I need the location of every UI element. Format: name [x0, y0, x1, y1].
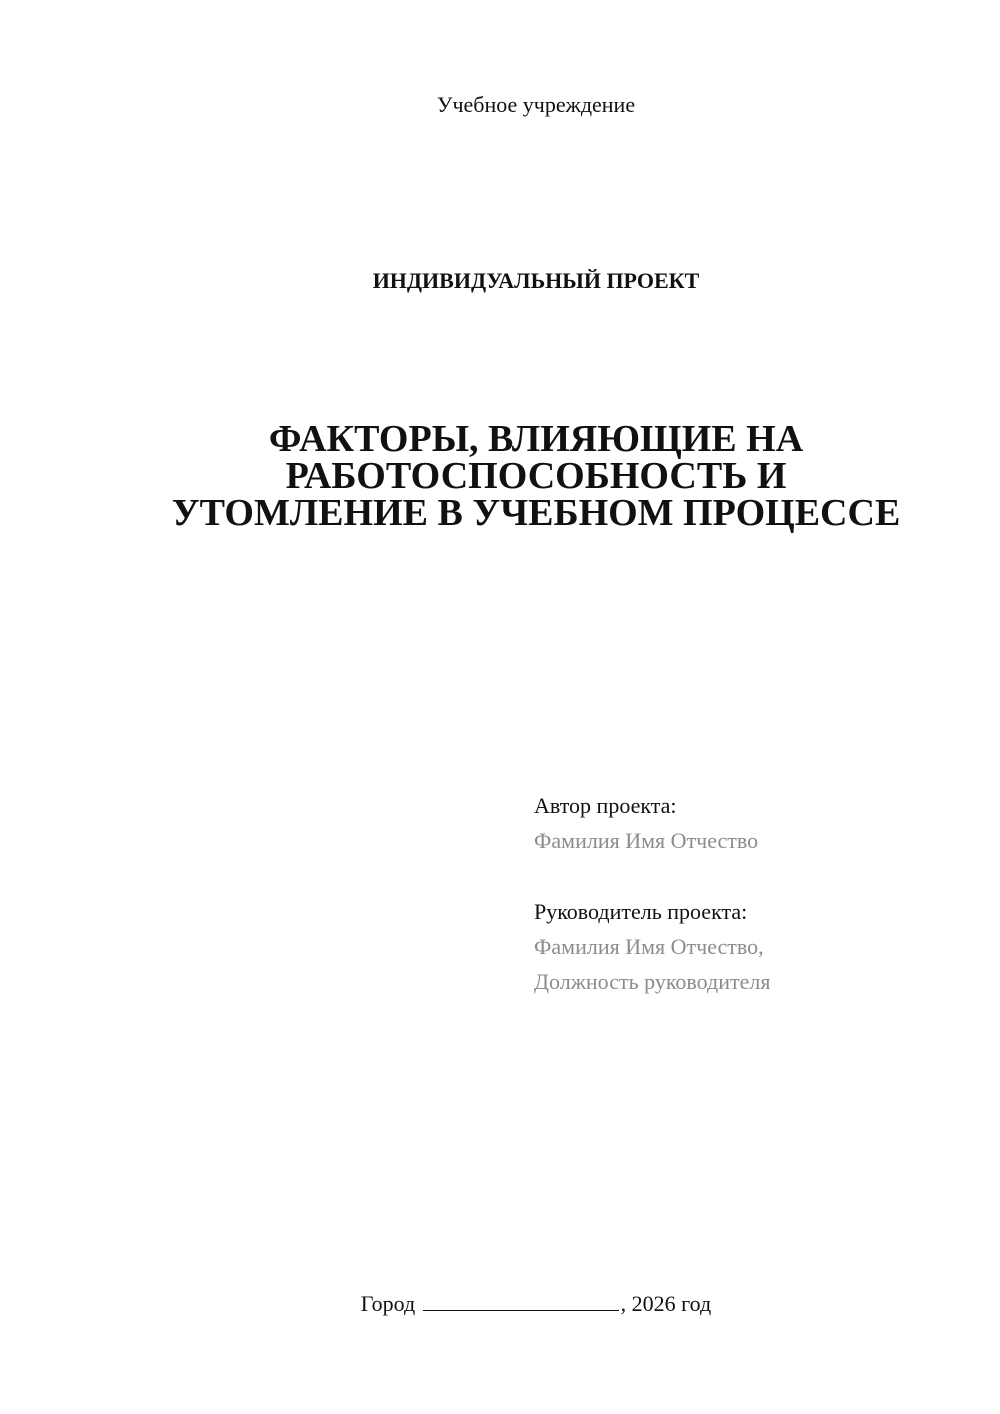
- author-block: [534, 788, 974, 999]
- city-year-line: [0, 1290, 1000, 1318]
- project-title-line-1: ФАКТОРЫ, ВЛИЯЮЩИЕ НА: [268, 418, 804, 460]
- city-blank-line: [423, 1291, 619, 1311]
- supervisor-label: Руководитель проекта:: [534, 899, 748, 924]
- project-title-line-3: УТОМЛЕНИЕ В УЧЕБНОМ ПРОЦЕССЕ: [171, 492, 901, 534]
- city-label: Город: [360, 1291, 416, 1316]
- supervisor-name: Фамилия Имя Отчество,: [534, 934, 764, 959]
- year-text: , 2026 год: [620, 1291, 712, 1316]
- project-title-line-2: РАБОТОСПОСОБНОСТЬ И: [285, 455, 787, 497]
- author-name: Фамилия Имя Отчество: [534, 828, 759, 853]
- institution-name: Учебное учреждение: [436, 92, 636, 117]
- supervisor-position: Должность руководителя: [534, 969, 771, 994]
- block-spacer: [534, 858, 974, 894]
- author-label: Автор проекта:: [534, 793, 677, 818]
- project-title: [0, 418, 1000, 534]
- project-type-heading: ИНДИВИДУАЛЬНЫЙ ПРОЕКТ: [372, 268, 700, 293]
